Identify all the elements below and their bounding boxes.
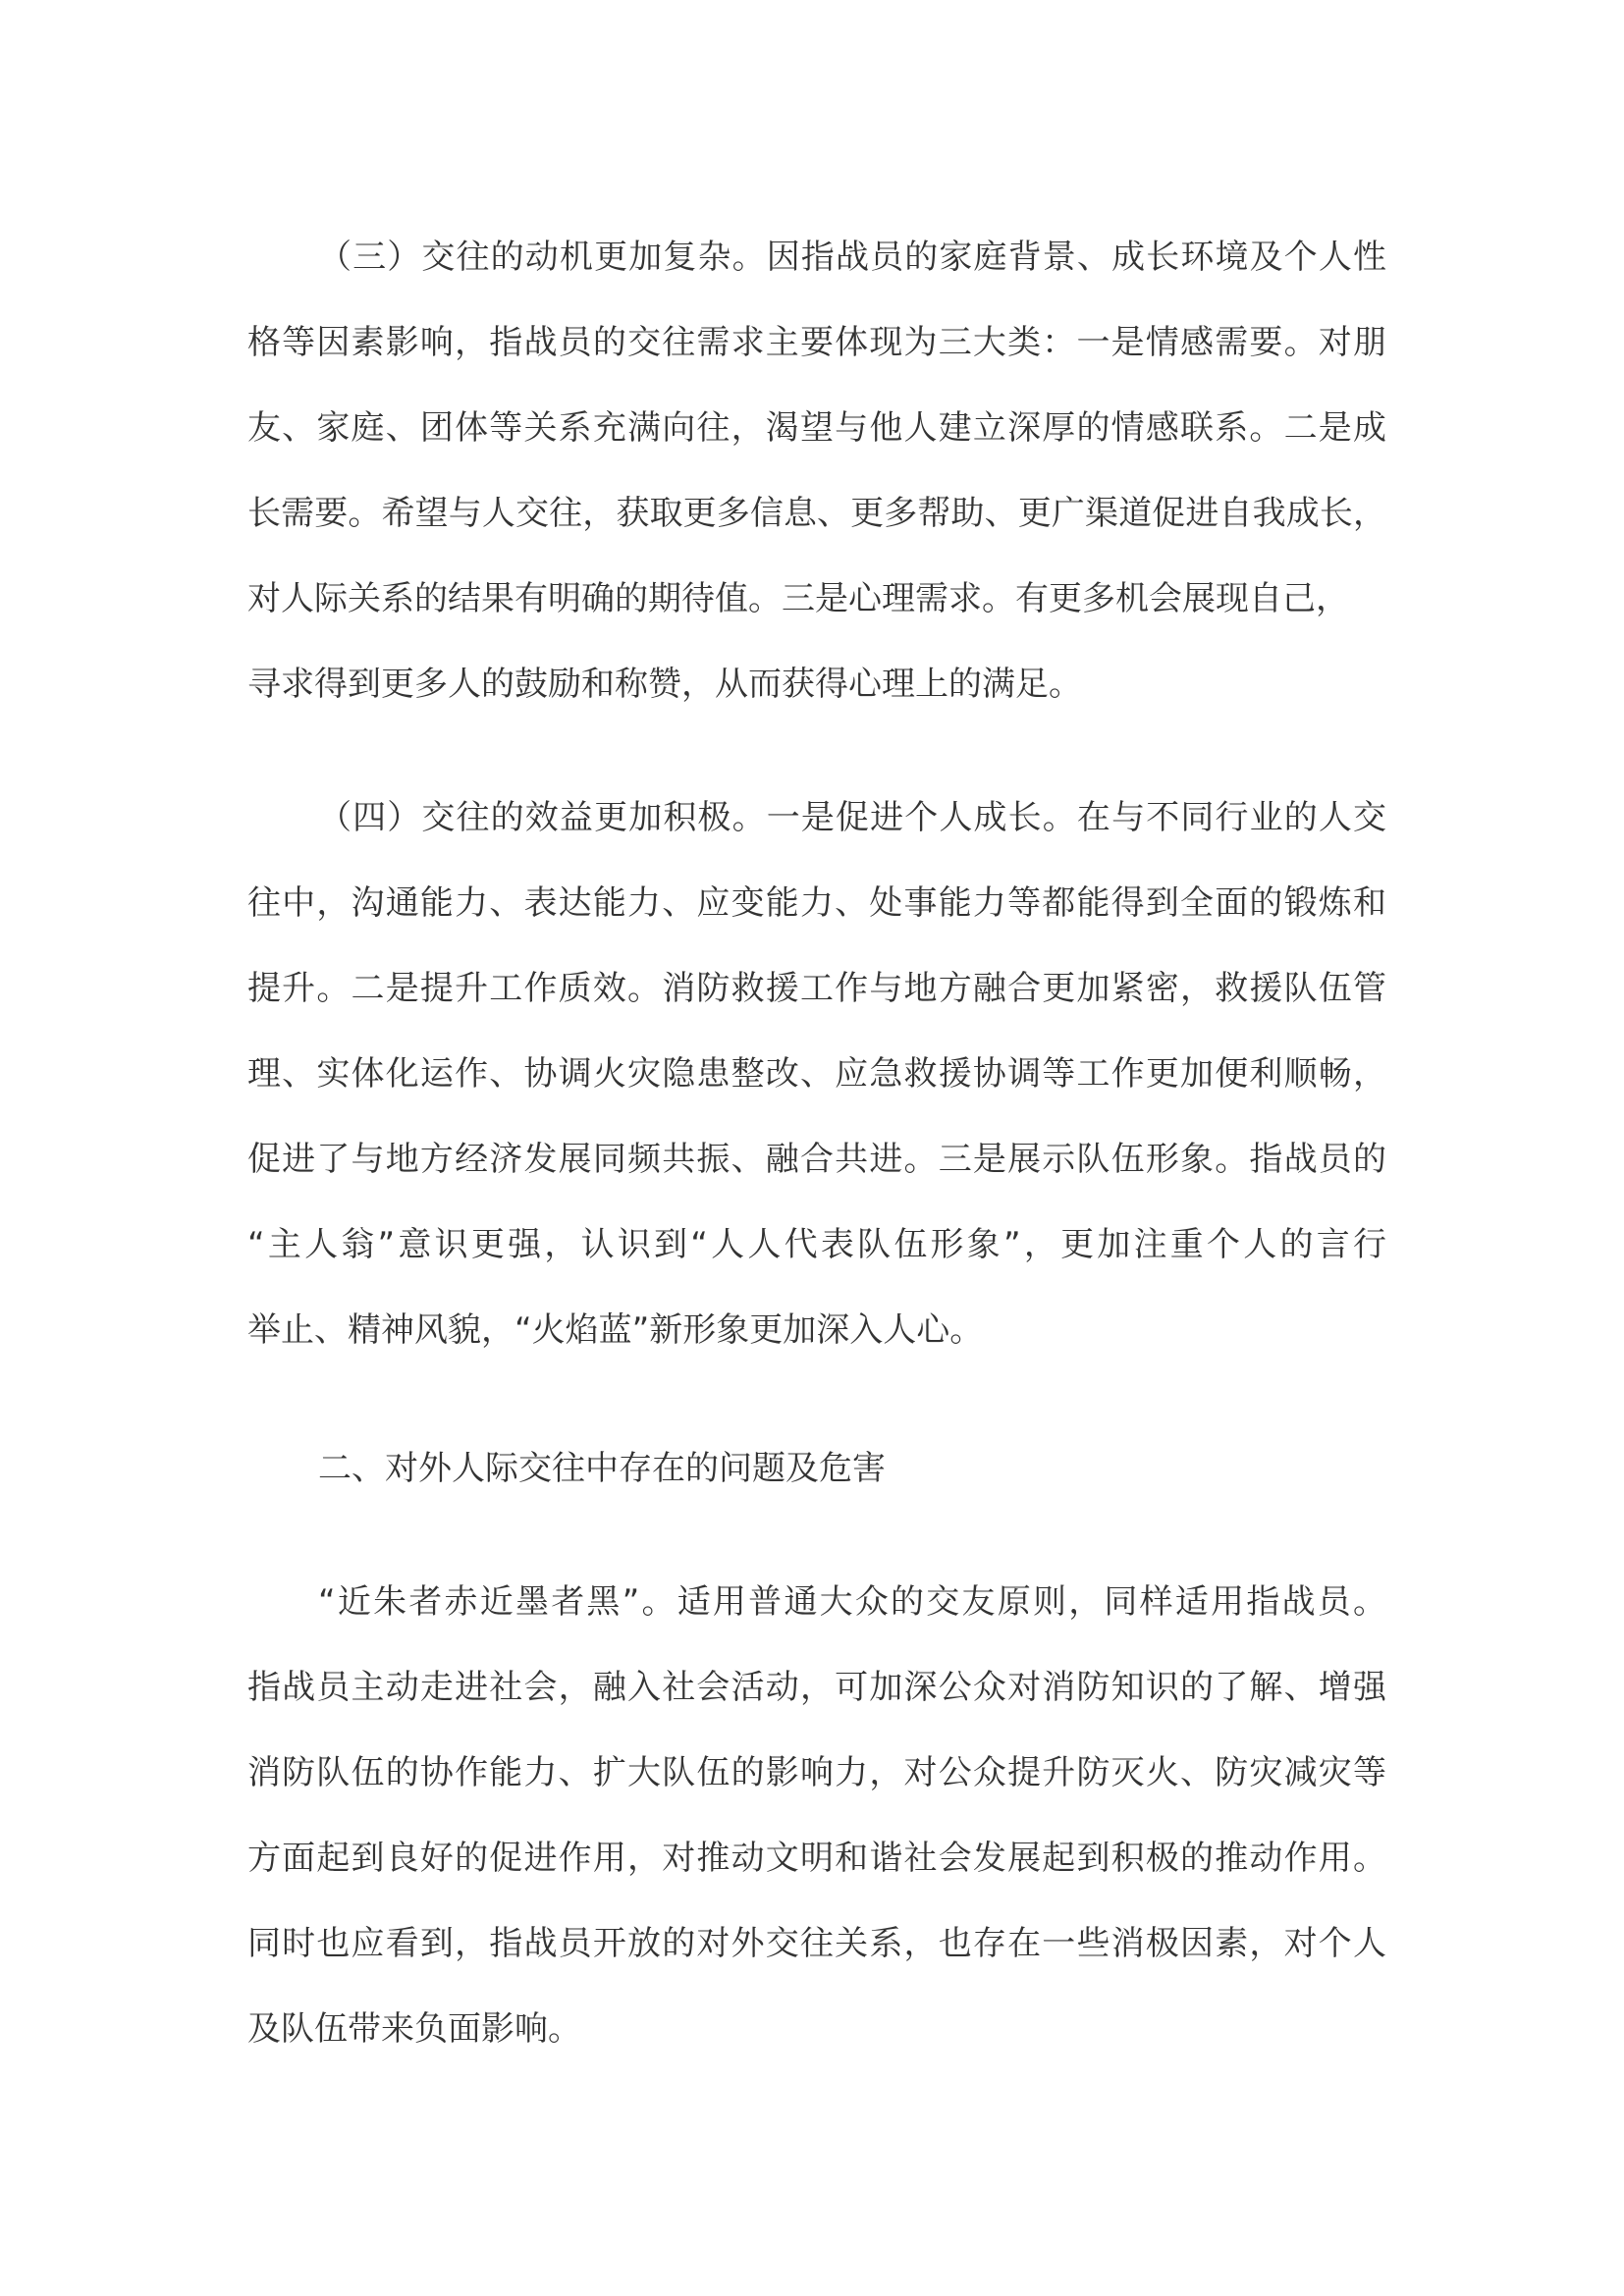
text-line: （三）交往的动机更加复杂。因指战员的家庭背景、成长环境及个人性	[318, 238, 1386, 277]
text-line: 同时也应看到，指战员开放的对外交往关系，也存在一些消极因素，对个人	[247, 1924, 1386, 1963]
text-line: “近朱者赤近墨者黑”。适用普通大众的交友原则，同样适用指战员。	[318, 1582, 1386, 1622]
heading-text: 二、对外人际交往中存在的问题及危害	[318, 1449, 886, 1488]
text-line: 方面起到良好的促进作用，对推动文明和谐社会发展起到积极的推动作用。	[247, 1839, 1386, 1878]
paragraph-benefits	[247, 775, 1386, 1373]
paragraph-motivation	[247, 215, 1386, 727]
text-line: “主人翁”意识更强，认识到“人人代表队伍形象”，更加注重个人的言行	[247, 1225, 1386, 1264]
section-heading	[247, 1426, 1386, 1512]
text-line: 友、家庭、团体等关系充满向往，渴望与他人建立深厚的情感联系。二是成	[247, 408, 1386, 448]
text-line: 寻求得到更多人的鼓励和称赞，从而获得心理上的满足。	[247, 665, 1082, 704]
text-line: 指战员主动走进社会，融入社会活动，可加深公众对消防知识的了解、增强	[247, 1668, 1386, 1707]
text-line: 理、实体化运作、协调火灾隐患整改、应急救援协调等工作更加便利顺畅，	[247, 1054, 1386, 1094]
paragraph-problems	[247, 1560, 1386, 2072]
text-line: （四）交往的效益更加积极。一是促进个人成长。在与不同行业的人交	[318, 798, 1386, 837]
text-line: 长需要。希望与人交往，获取更多信息、更多帮助、更广渠道促进自我成长，	[247, 494, 1386, 533]
text-line: 消防队伍的协作能力、扩大队伍的影响力，对公众提升防灭火、防灾减灾等	[247, 1753, 1386, 1792]
text-line: 往中，沟通能力、表达能力、应变能力、处事能力等都能得到全面的锻炼和	[247, 883, 1386, 923]
text-line: 举止、精神风貌，“火焰蓝”新形象更加深入人心。	[247, 1310, 984, 1350]
text-line: 及队伍带来负面影响。	[247, 2009, 581, 2049]
text-line: 格等因素影响，指战员的交往需求主要体现为三大类：一是情感需要。对朋	[247, 323, 1386, 362]
text-line: 促进了与地方经济发展同频共振、融合共进。三是展示队伍形象。指战员的	[247, 1140, 1386, 1179]
text-line: 对人际关系的结果有明确的期待值。三是心理需求。有更多机会展现自己，	[247, 579, 1349, 618]
text-line: 提升。二是提升工作质效。消防救援工作与地方融合更加紧密，救援队伍管	[247, 969, 1386, 1008]
